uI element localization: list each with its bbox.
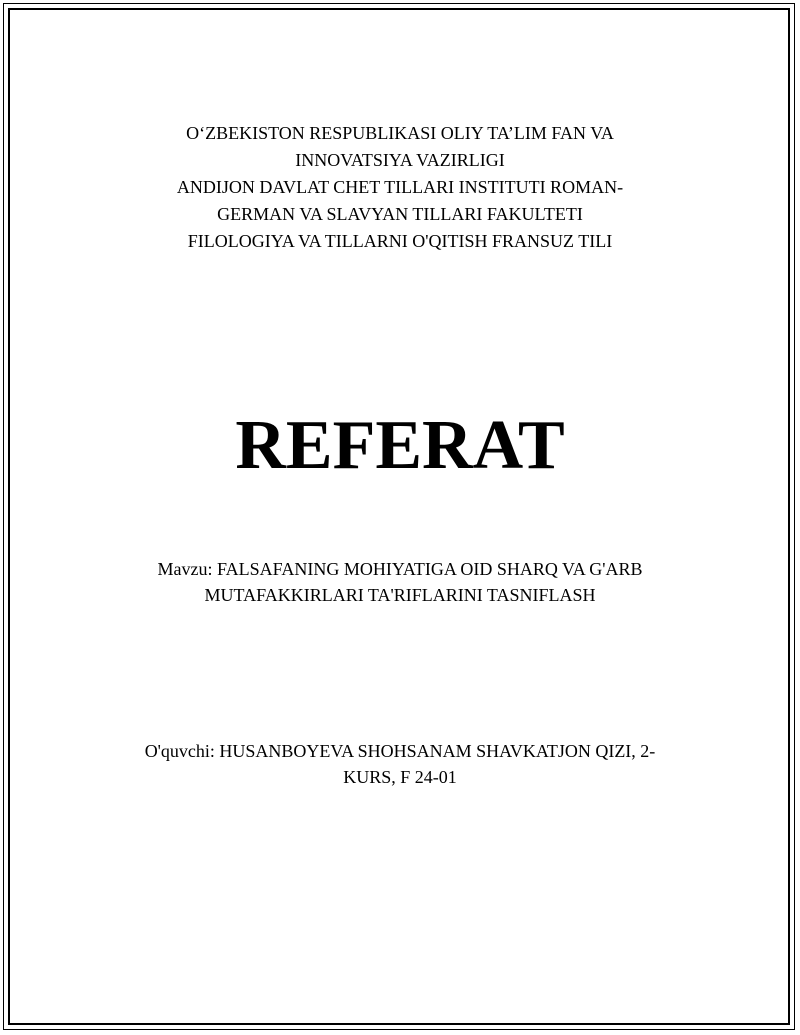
header-line-institute-2: GERMAN VA SLAVYAN TILLARI FAKULTETI	[217, 204, 583, 224]
institution-header	[0, 120, 800, 255]
header-line-ministry-1: O‘ZBEKISTON RESPUBLIKASI OLIY TA’LIM FAN VA	[186, 123, 614, 143]
header-line-ministry-2: INNOVATSIYA VAZIRLIGI	[295, 150, 505, 170]
student-line-2: KURS, F 24-01	[343, 767, 457, 787]
student-line-1: O'quvchi: HUSANBOYEVA SHOHSANAM SHAVKATJON QIZI, 2-	[144, 741, 656, 761]
topic-section	[0, 556, 800, 608]
topic-line-1: Mavzu: FALSAFANING MOHIYATIGA OID SHARQ VA G'ARB	[157, 559, 643, 579]
header-line-institute-1: ANDIJON DAVLAT CHET TILLARI INSTITUTI ROMAN-	[176, 177, 624, 197]
student-section	[0, 738, 800, 790]
header-line-department: FILOLOGIYA VA TILLARNI O'QITISH FRANSUZ TILI	[187, 231, 613, 251]
topic-line-2: MUTAFAKKIRLARI TA'RIFLARINI TASNIFLASH	[204, 585, 596, 605]
document-title: REFERAT	[235, 407, 565, 484]
